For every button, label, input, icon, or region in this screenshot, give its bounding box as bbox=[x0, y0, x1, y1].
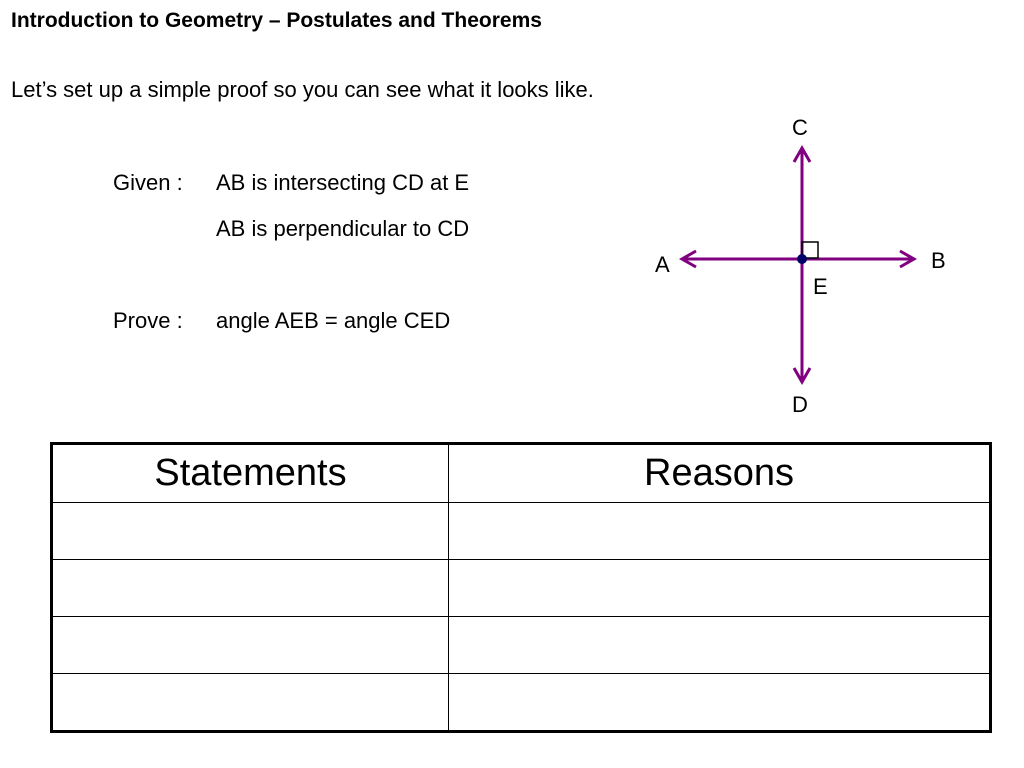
table-row bbox=[52, 617, 991, 674]
given-line-1: AB is intersecting CD at E bbox=[216, 170, 470, 195]
intro-text: Let’s set up a simple proof so you can see what it looks like. bbox=[11, 77, 594, 102]
statements-header: Statements bbox=[52, 444, 449, 503]
prove-label: Prove : bbox=[113, 308, 183, 333]
reasons-header: Reasons bbox=[449, 444, 991, 503]
label-e: E bbox=[813, 274, 828, 299]
given-line-2: AB is perpendicular to CD bbox=[216, 216, 470, 241]
statement-cell[interactable] bbox=[52, 560, 449, 617]
reason-cell[interactable] bbox=[449, 617, 991, 674]
label-a: A bbox=[655, 252, 670, 277]
statement-cell[interactable] bbox=[52, 617, 449, 674]
proof-table bbox=[50, 442, 992, 733]
label-d: D bbox=[792, 392, 808, 417]
page-title: Introduction to Geometry – Postulates and Theorems bbox=[11, 9, 542, 32]
prove-statement: angle AEB = angle CED bbox=[216, 308, 451, 333]
table-header-row bbox=[52, 444, 991, 503]
reason-cell[interactable] bbox=[449, 674, 991, 732]
table-row bbox=[52, 503, 991, 560]
reason-cell[interactable] bbox=[449, 503, 991, 560]
label-c: C bbox=[792, 115, 808, 140]
line-cd bbox=[794, 148, 810, 382]
reason-cell[interactable] bbox=[449, 560, 991, 617]
table-row bbox=[52, 674, 991, 732]
statement-cell[interactable] bbox=[52, 503, 449, 560]
given-label: Given : bbox=[113, 170, 183, 195]
statement-cell[interactable] bbox=[52, 674, 449, 732]
label-b: B bbox=[931, 248, 946, 273]
table-row bbox=[52, 560, 991, 617]
point-e bbox=[797, 254, 807, 264]
perpendicular-lines-diagram bbox=[640, 108, 970, 418]
